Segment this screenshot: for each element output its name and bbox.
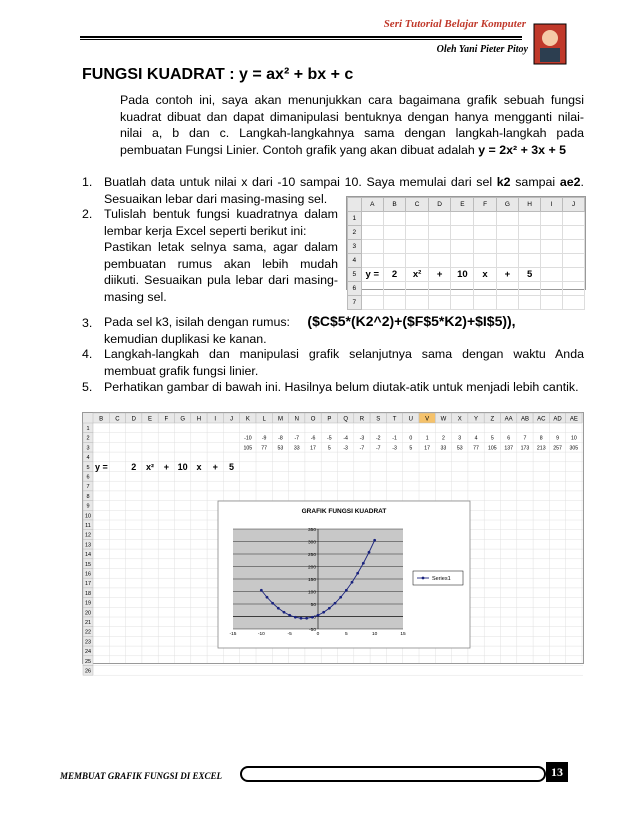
sheet-cell bbox=[383, 226, 405, 240]
author-name: Oleh Yani Pieter Pitoy bbox=[436, 44, 528, 55]
column-label: D bbox=[131, 416, 136, 423]
equation-cell: 2 bbox=[131, 461, 137, 472]
row-label: 22 bbox=[84, 629, 92, 636]
row-header: 1 bbox=[348, 212, 362, 226]
y-tick-label: 150 bbox=[307, 578, 316, 583]
column-label: F bbox=[164, 416, 169, 423]
row-label: 18 bbox=[84, 590, 92, 597]
sheet-cell bbox=[541, 268, 563, 282]
sheet-cell bbox=[451, 226, 474, 240]
column-header: B bbox=[383, 198, 405, 212]
legend-marker bbox=[422, 577, 425, 580]
big-sheet-grid bbox=[83, 413, 583, 675]
sheet-cell bbox=[519, 240, 541, 254]
data-point bbox=[294, 616, 297, 619]
column-label: G bbox=[180, 416, 185, 423]
row-label: 6 bbox=[86, 474, 90, 481]
excel-small-screenshot bbox=[346, 196, 586, 306]
sheet-cell bbox=[406, 212, 429, 226]
sheet-cell bbox=[519, 254, 541, 268]
sheet-cell bbox=[428, 296, 450, 310]
row-label: 3 bbox=[86, 445, 90, 452]
sheet-cell bbox=[474, 282, 496, 296]
data-point bbox=[373, 539, 376, 542]
sheet-cell bbox=[428, 254, 450, 268]
sheet-cell bbox=[562, 240, 584, 254]
sheet-cell bbox=[519, 282, 541, 296]
sheet-cell bbox=[562, 268, 584, 282]
column-label: AD bbox=[553, 416, 562, 423]
data-point bbox=[311, 616, 314, 619]
sheet-cell bbox=[496, 282, 518, 296]
row-label: 2 bbox=[86, 435, 90, 442]
sheet-cell bbox=[562, 212, 584, 226]
y-value-cell: 33 bbox=[293, 445, 300, 452]
excel-big-screenshot bbox=[82, 412, 584, 675]
y-value-cell: 137 bbox=[504, 445, 513, 452]
sheet-cell bbox=[496, 296, 518, 310]
column-label: U bbox=[408, 416, 414, 423]
sheet-cell bbox=[541, 282, 563, 296]
data-point bbox=[334, 602, 337, 605]
x-value-cell: -7 bbox=[294, 435, 300, 442]
data-point bbox=[260, 589, 263, 592]
column-label: AA bbox=[504, 416, 513, 423]
column-label: X bbox=[457, 416, 462, 423]
x-value-cell: -3 bbox=[359, 435, 365, 442]
y-value-cell: 105 bbox=[488, 445, 497, 452]
row-header: 3 bbox=[348, 240, 362, 254]
row-label: 5 bbox=[86, 464, 90, 471]
sheet-cell bbox=[519, 212, 541, 226]
x-tick-label: 15 bbox=[400, 632, 406, 637]
sheet-cell: y = bbox=[361, 268, 383, 282]
sheet-cell bbox=[451, 282, 474, 296]
equation-cell: y = bbox=[95, 461, 108, 472]
y-value-cell: 5 bbox=[409, 445, 413, 452]
y-value-cell: 257 bbox=[553, 445, 562, 452]
y-tick-label: 350 bbox=[307, 528, 316, 533]
column-header: C bbox=[406, 198, 429, 212]
sheet-cell bbox=[361, 254, 383, 268]
y-value-cell: -3 bbox=[343, 445, 348, 452]
row-label: 26 bbox=[84, 668, 92, 675]
y-tick-label: -50 bbox=[309, 628, 316, 633]
data-point bbox=[305, 617, 308, 620]
y-value-cell: -3 bbox=[392, 445, 397, 452]
header-rule bbox=[80, 36, 522, 38]
row-header: 7 bbox=[348, 296, 362, 310]
step-2-text: Tulislah bentuk fungsi kuadratnya dalam lembar kerja Excel seperti berikut ini: bbox=[104, 207, 338, 238]
column-label: E bbox=[148, 416, 153, 423]
cell-ae2: ae2 bbox=[559, 175, 581, 189]
column-label: R bbox=[359, 416, 365, 423]
x-value-cell: -9 bbox=[261, 435, 267, 442]
sheet-cell bbox=[451, 296, 474, 310]
step-text: Langkah-langkah dan manipulasi grafik selanjutnya sama dengan waktu Anda membuat grafik fungsi linier. bbox=[104, 347, 584, 378]
intro-equation: y = 2x² + 3x + 5 bbox=[478, 142, 567, 157]
y-tick-label: 100 bbox=[307, 590, 316, 596]
x-value-cell: 6 bbox=[507, 435, 511, 442]
sheet-cell bbox=[361, 240, 383, 254]
column-label: L bbox=[262, 416, 266, 423]
y-value-cell: 173 bbox=[520, 445, 530, 452]
author-logo-icon bbox=[530, 22, 570, 66]
x-value-cell: -6 bbox=[310, 435, 316, 442]
equation-cell: 10 bbox=[177, 461, 188, 472]
x-tick-label: -10 bbox=[257, 632, 265, 637]
row-label: 25 bbox=[84, 658, 92, 665]
data-point bbox=[339, 596, 342, 599]
x-value-cell: 8 bbox=[539, 435, 543, 442]
data-point bbox=[283, 611, 286, 614]
step-2-text2: Pastikan letak selnya sama, agar dalam pembuatan rumus akan lebih mudah diikuti. Sesuaikan pula lebar dari masing-masing sel. bbox=[104, 240, 338, 304]
row-label: 8 bbox=[86, 493, 90, 500]
x-value-cell: -10 bbox=[244, 435, 252, 442]
row-label: 10 bbox=[84, 513, 92, 520]
sheet-cell bbox=[496, 240, 518, 254]
x-value-cell: -1 bbox=[392, 435, 397, 442]
footer-bar bbox=[240, 766, 546, 782]
sheet-cell bbox=[474, 212, 496, 226]
x-tick-label: 0 bbox=[316, 632, 320, 637]
sheet-cell bbox=[361, 296, 383, 310]
column-label: Q bbox=[343, 416, 348, 423]
x-value-cell: -8 bbox=[278, 435, 283, 442]
equation-cell: 5 bbox=[229, 461, 235, 472]
page-title: FUNGSI KUADRAT : y = ax² + bx + c bbox=[82, 66, 354, 83]
data-point bbox=[277, 607, 280, 610]
sheet-cell bbox=[474, 240, 496, 254]
x-value-cell: 10 bbox=[570, 435, 577, 442]
sheet-cell: + bbox=[496, 268, 518, 282]
sheet-cell bbox=[562, 254, 584, 268]
data-point bbox=[317, 614, 320, 617]
column-label: Z bbox=[490, 416, 495, 423]
data-point bbox=[322, 611, 325, 614]
step-number: 3. bbox=[82, 316, 93, 330]
data-point bbox=[288, 614, 291, 617]
sheet-cell bbox=[383, 212, 405, 226]
column-header: J bbox=[562, 198, 584, 212]
sheet-cell bbox=[474, 254, 496, 268]
row-label: 7 bbox=[86, 484, 90, 491]
legend-label: Series1 bbox=[432, 576, 451, 582]
column-label: W bbox=[440, 416, 447, 423]
header-rule-thin bbox=[80, 39, 522, 40]
row-label: 15 bbox=[84, 561, 92, 568]
page-number: 13 bbox=[546, 762, 568, 782]
x-value-cell: -2 bbox=[375, 435, 381, 442]
column-label: J bbox=[230, 416, 234, 423]
column-label: AB bbox=[520, 416, 529, 423]
row-header: 5 bbox=[348, 268, 362, 282]
y-value-cell: 53 bbox=[277, 445, 284, 452]
equation-cell: + bbox=[163, 461, 169, 472]
column-label: V bbox=[425, 416, 430, 423]
sheet-cell bbox=[474, 226, 496, 240]
sheet-cell bbox=[428, 226, 450, 240]
step-text bbox=[104, 206, 338, 305]
row-label: 24 bbox=[84, 649, 92, 656]
y-value-cell: 5 bbox=[327, 445, 331, 452]
row-label: 1 bbox=[86, 426, 90, 432]
y-value-cell: 77 bbox=[473, 445, 479, 452]
column-label: B bbox=[99, 416, 104, 423]
row-label: 9 bbox=[86, 503, 90, 510]
intro-text: Pada contoh ini, saya akan menunjukkan cara bagaimana grafik sebuah fungsi kuadrat dibuat dan dapat dimanipulasi bentuknya dengan hanya mengganti nilai-nilai a, b dan c. Langkah-langkahnya sama dengan langkah-langkah pada pembuatan Fungsi Linier. Contoh grafik yang akan dibuat adalah bbox=[120, 93, 584, 157]
column-label: M bbox=[277, 416, 283, 423]
sheet-cell bbox=[383, 254, 405, 268]
column-label: H bbox=[196, 416, 202, 423]
column-header: G bbox=[496, 198, 518, 212]
sheet-cell bbox=[496, 212, 518, 226]
data-point bbox=[345, 589, 348, 592]
x-value-cell: 3 bbox=[458, 435, 462, 442]
row-label: 12 bbox=[84, 532, 92, 539]
y-value-cell: -7 bbox=[359, 445, 365, 452]
column-header: H bbox=[519, 198, 541, 212]
sheet-cell bbox=[428, 240, 450, 254]
y-value-cell: 33 bbox=[440, 445, 447, 452]
equation-cell: x bbox=[196, 461, 202, 472]
y-tick-label: 300 bbox=[307, 540, 316, 546]
row-label: 23 bbox=[84, 639, 92, 646]
column-header: D bbox=[428, 198, 450, 212]
step-1-text: Buatlah data untuk nilai x dari -10 sampai 10. Saya memulai dari sel bbox=[104, 175, 497, 189]
row-header: 2 bbox=[348, 226, 362, 240]
sheet-cell bbox=[406, 296, 429, 310]
sheet-cell bbox=[562, 296, 584, 310]
row-label: 21 bbox=[84, 620, 92, 626]
x-value-cell: 4 bbox=[474, 435, 478, 442]
sheet-cell bbox=[428, 282, 450, 296]
data-point bbox=[328, 607, 331, 610]
sheet-cell bbox=[406, 240, 429, 254]
x-value-cell: -4 bbox=[343, 435, 348, 442]
step-number: 5. bbox=[82, 380, 93, 394]
row-label: 13 bbox=[84, 542, 92, 549]
y-tick-label: 250 bbox=[307, 553, 316, 558]
column-label: AC bbox=[537, 416, 546, 423]
x-tick-label: -5 bbox=[287, 632, 292, 637]
y-value-cell: 77 bbox=[261, 445, 268, 452]
footer-text: MEMBUAT GRAFIK FUNGSI DI EXCEL bbox=[60, 771, 223, 781]
sheet-cell bbox=[361, 226, 383, 240]
x-value-cell: -5 bbox=[327, 435, 332, 442]
x-value-cell: 5 bbox=[490, 435, 494, 442]
data-point bbox=[351, 581, 354, 584]
row-label: 19 bbox=[84, 600, 92, 607]
data-point bbox=[300, 617, 303, 620]
sheet-cell bbox=[406, 254, 429, 268]
row-label: 14 bbox=[84, 552, 92, 559]
equation-cell: x² bbox=[146, 461, 155, 472]
intro-paragraph bbox=[120, 92, 584, 158]
sheet-cell bbox=[496, 226, 518, 240]
y-value-cell: 213 bbox=[536, 445, 546, 452]
sheet-cell: x bbox=[474, 268, 496, 282]
data-point bbox=[271, 602, 274, 605]
step-number: 2. bbox=[82, 207, 93, 221]
column-label: O bbox=[310, 416, 316, 423]
sheet-cell bbox=[474, 296, 496, 310]
row-label: 11 bbox=[85, 523, 91, 529]
step-1-end: . Sesuaikan lebar dari masing-masing sel. bbox=[104, 175, 584, 206]
sheet-cell bbox=[406, 226, 429, 240]
y-value-cell: 17 bbox=[424, 445, 431, 452]
y-tick-label: 200 bbox=[307, 565, 316, 571]
step-3-text2: kemudian duplikasi ke kanan. bbox=[104, 331, 267, 346]
y-tick-label: 0 bbox=[313, 615, 316, 621]
equation-cell: + bbox=[212, 461, 218, 472]
x-value-cell: 7 bbox=[523, 435, 527, 442]
sheet-cell: x² bbox=[406, 268, 429, 282]
sheet-cell bbox=[519, 296, 541, 310]
y-value-cell: 305 bbox=[569, 445, 579, 452]
step-number: 1. bbox=[82, 175, 93, 189]
sheet-cell bbox=[496, 254, 518, 268]
sheet-cell bbox=[383, 240, 405, 254]
sheet-cell bbox=[562, 282, 584, 296]
sheet-cell: 5 bbox=[519, 268, 541, 282]
sheet-cell bbox=[562, 226, 584, 240]
column-header: I bbox=[541, 198, 563, 212]
column-label: P bbox=[327, 416, 332, 423]
sheet-cell bbox=[541, 212, 563, 226]
sheet-cell bbox=[541, 226, 563, 240]
small-sheet-table bbox=[347, 197, 585, 310]
y-value-cell: 53 bbox=[456, 445, 463, 452]
sheet-cell: 10 bbox=[451, 268, 474, 282]
column-header: E bbox=[451, 198, 474, 212]
sheet-cell bbox=[541, 296, 563, 310]
sheet-cell bbox=[361, 212, 383, 226]
step-3-text: Pada sel k3, isilah dengan rumus: bbox=[104, 315, 290, 329]
row-label: 17 bbox=[84, 581, 92, 588]
x-value-cell: 0 bbox=[409, 435, 413, 442]
column-header: F bbox=[474, 198, 496, 212]
formula-text: ($C$5*(K2^2)+($F$5*K2)+$I$5)), bbox=[307, 313, 516, 329]
sheet-cell bbox=[428, 212, 450, 226]
step-number: 4. bbox=[82, 347, 93, 361]
y-value-cell: 105 bbox=[243, 445, 253, 452]
x-tick-label: 5 bbox=[344, 632, 348, 637]
cell-k2: k2 bbox=[496, 175, 511, 189]
sheet-cell bbox=[383, 296, 405, 310]
sheet-cell bbox=[541, 240, 563, 254]
y-value-cell: -7 bbox=[375, 445, 381, 452]
column-label: C bbox=[115, 416, 120, 423]
sheet-cell bbox=[541, 254, 563, 268]
step-text bbox=[104, 313, 584, 347]
sheet-cell: 2 bbox=[383, 268, 405, 282]
column-label: AE bbox=[569, 416, 578, 423]
row-header: 4 bbox=[348, 254, 362, 268]
step-text: Perhatikan gambar di bawah ini. Hasilnya belum diutak-atik untuk menjadi lebih cantik. bbox=[104, 380, 579, 394]
x-tick-label: 10 bbox=[371, 632, 378, 637]
step-1-mid: sampai bbox=[510, 175, 560, 189]
x-value-cell: 2 bbox=[442, 435, 445, 442]
column-header: A bbox=[361, 198, 383, 212]
column-label: Y bbox=[474, 416, 479, 423]
sheet-cell bbox=[451, 254, 474, 268]
x-value-cell: 1 bbox=[425, 435, 429, 442]
column-label: N bbox=[294, 416, 299, 423]
column-label: S bbox=[376, 416, 381, 423]
sheet-cell bbox=[383, 282, 405, 296]
sheet-cell bbox=[451, 240, 474, 254]
y-value-cell: 17 bbox=[310, 445, 316, 452]
sheet-cell bbox=[361, 282, 383, 296]
sheet-cell bbox=[451, 212, 474, 226]
row-label: 16 bbox=[84, 571, 92, 578]
data-point bbox=[362, 562, 365, 565]
data-point bbox=[266, 596, 269, 599]
x-value-cell: 9 bbox=[556, 435, 559, 442]
sheet-cell bbox=[406, 282, 429, 296]
sheet-cell bbox=[519, 226, 541, 240]
column-label: T bbox=[392, 416, 397, 423]
sheet-cell: + bbox=[428, 268, 450, 282]
column-label: I bbox=[214, 416, 217, 423]
chart-title: GRAFIK FUNGSI KUADRAT bbox=[301, 508, 387, 515]
series-title: Seri Tutorial Belajar Komputer bbox=[383, 18, 526, 30]
x-tick-label: -15 bbox=[229, 632, 237, 637]
row-label: 20 bbox=[84, 610, 92, 617]
y-tick-label: 50 bbox=[310, 603, 316, 608]
row-header: 6 bbox=[348, 282, 362, 296]
row-label: 4 bbox=[86, 455, 90, 462]
column-label: K bbox=[245, 416, 250, 423]
data-point bbox=[356, 572, 359, 575]
data-point bbox=[368, 551, 371, 554]
